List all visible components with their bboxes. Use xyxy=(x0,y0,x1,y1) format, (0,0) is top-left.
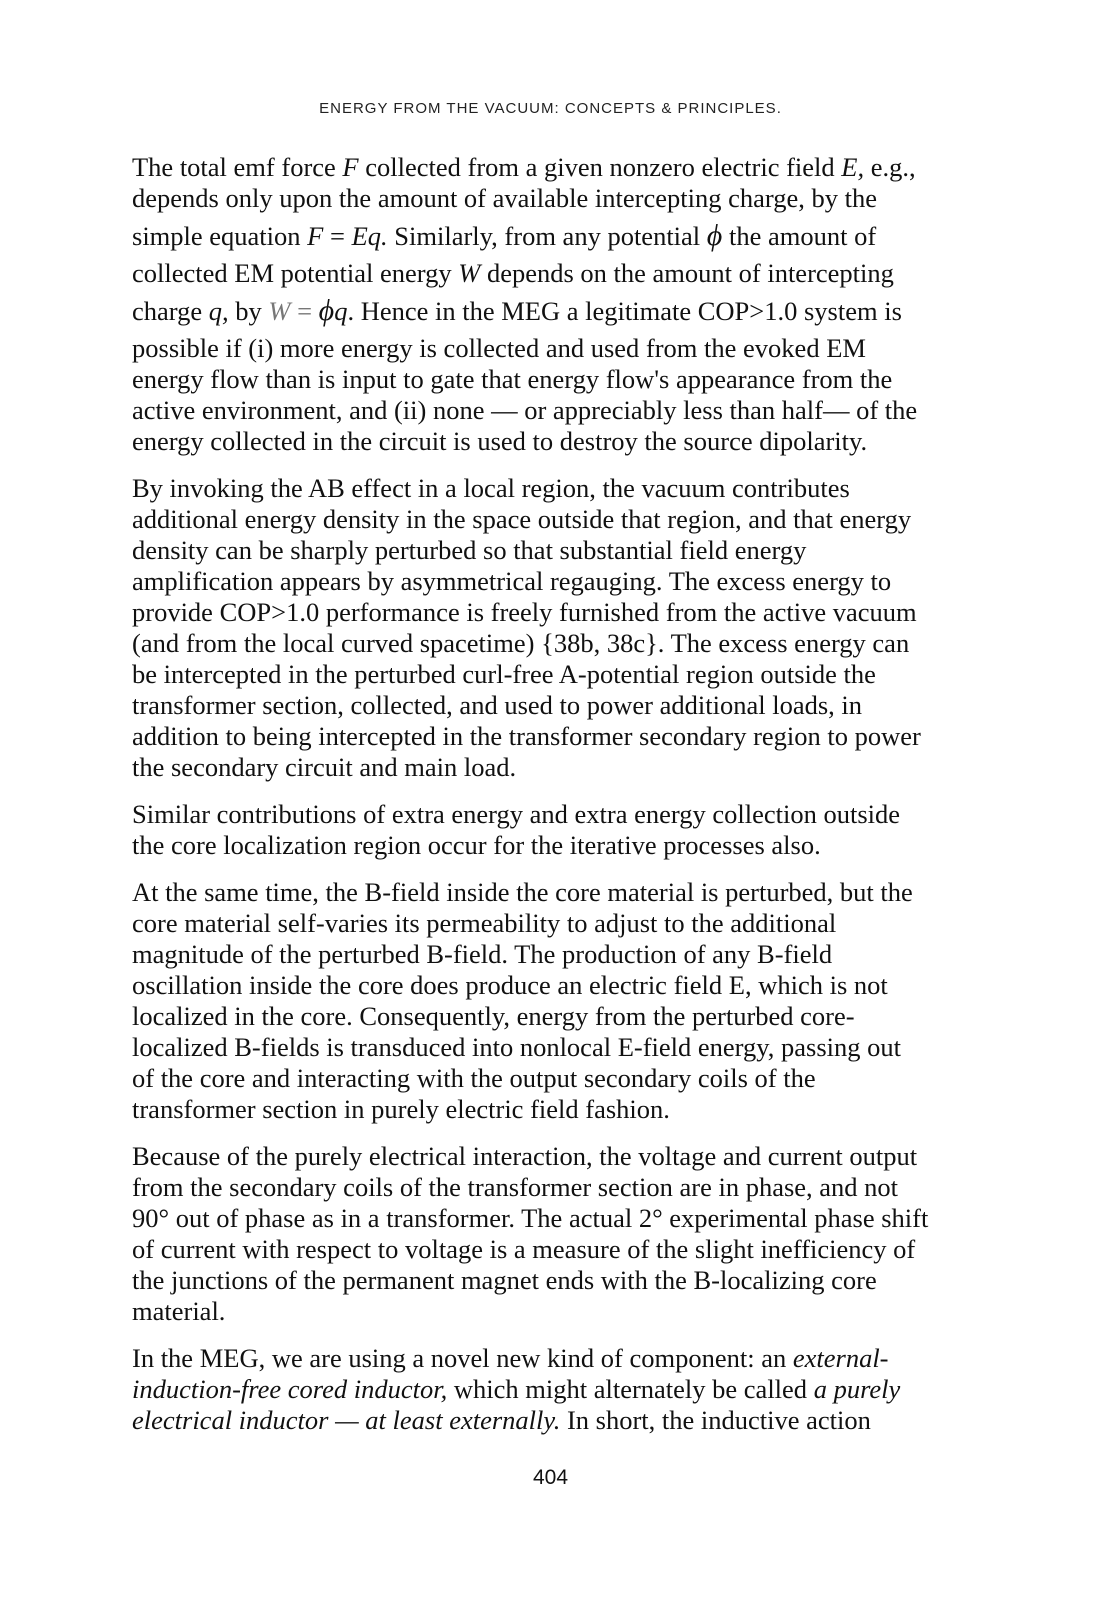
text-line: magnitude of the perturbed B-field. The production of any B-field xyxy=(132,939,833,969)
paragraph-1 xyxy=(132,152,972,457)
text-line: At the same time, the B-field inside the core material is perturbed, but the xyxy=(132,877,913,907)
text-line: of the core and interacting with the output secondary coils of the xyxy=(132,1063,816,1093)
text-line: electrical inductor — at least externally. In short, the inductive action xyxy=(132,1405,871,1435)
text-line: By invoking the AB effect in a local region, the vacuum contributes xyxy=(132,473,850,503)
text-line: active environment, and (ii) none — or appreciably less than half— of the xyxy=(132,395,918,425)
paragraph-5 xyxy=(132,1141,972,1327)
text-line: transformer section in purely electric field fashion. xyxy=(132,1094,670,1124)
text-line: induction-free cored inductor, which might alternately be called a purely xyxy=(132,1374,901,1404)
text-line: simple equation F = Eq. Similarly, from any potential ϕ the amount of xyxy=(132,219,877,252)
text-line: charge q, by W = ϕq. Hence in the MEG a legitimate COP>1.0 system is xyxy=(132,294,902,327)
text-line: the core localization region occur for the iterative processes also. xyxy=(132,830,821,860)
text-line: In the MEG, we are using a novel new kind of component: an external- xyxy=(132,1343,889,1373)
text-line: the secondary circuit and main load. xyxy=(132,752,517,782)
text-line: Because of the purely electrical interaction, the voltage and current output xyxy=(132,1141,918,1171)
text-line: energy collected in the circuit is used to destroy the source dipolarity. xyxy=(132,426,868,456)
text-line: provide COP>1.0 performance is freely furnished from the active vacuum xyxy=(132,597,917,627)
text-line: depends only upon the amount of available intercepting charge, by the xyxy=(132,183,877,213)
phi-symbol: ϕ xyxy=(318,294,335,327)
equation-w: W xyxy=(268,296,291,326)
text-line: be intercepted in the perturbed curl-free A-potential region outside the xyxy=(132,659,876,689)
text-line: of current with respect to voltage is a measure of the slight inefficiency of xyxy=(132,1234,916,1264)
text-line: possible if (i) more energy is collected and used from the evoked EM xyxy=(132,333,866,363)
text-line: localized in the core. Consequently, energy from the perturbed core- xyxy=(132,1001,855,1031)
text-line: oscillation inside the core does produce an electric field E, which is not xyxy=(132,970,888,1000)
text-line: from the secondary coils of the transformer section are in phase, and not xyxy=(132,1172,899,1202)
text-line: material. xyxy=(132,1296,226,1326)
text-line: localized B-fields is transduced into nonlocal E-field energy, passing out xyxy=(132,1032,902,1062)
text-line: (and from the local curved spacetime) {38b, 38c}. The excess energy can xyxy=(132,628,910,658)
running-header: ENERGY FROM THE VACUUM: CONCEPTS & PRINCIPLES. xyxy=(319,100,782,117)
text-line: The total emf force F collected from a given nonzero electric field E, e.g., xyxy=(132,152,916,182)
body-text xyxy=(132,152,972,1452)
text-line: density can be sharply perturbed so that substantial field energy xyxy=(132,535,807,565)
text-line: Similar contributions of extra energy and extra energy collection outside xyxy=(132,799,901,829)
text-line: the junctions of the permanent magnet ends with the B-localizing core xyxy=(132,1265,877,1295)
text-line: addition to being intercepted in the transformer secondary region to power xyxy=(132,721,921,751)
text-line: 90° out of phase as in a transformer. The actual 2° experimental phase shift xyxy=(132,1203,929,1233)
text-line: core material self-varies its permeability to adjust to the additional xyxy=(132,908,837,938)
paragraph-6 xyxy=(132,1343,972,1436)
text-line: transformer section, collected, and used to power additional loads, in xyxy=(132,690,863,720)
paragraph-2 xyxy=(132,473,972,783)
text-line: collected EM potential energy W depends on the amount of intercepting xyxy=(132,258,894,288)
paragraph-4 xyxy=(132,877,972,1125)
text-line: amplification appears by asymmetrical regauging. The excess energy to xyxy=(132,566,892,596)
paragraph-3 xyxy=(132,799,972,861)
page-number: 404 xyxy=(532,1466,569,1489)
text-line: energy flow than is input to gate that energy flow's appearance from the xyxy=(132,364,893,394)
text-line: additional energy density in the space outside that region, and that energy xyxy=(132,504,912,534)
phi-symbol: ϕ xyxy=(706,219,723,252)
